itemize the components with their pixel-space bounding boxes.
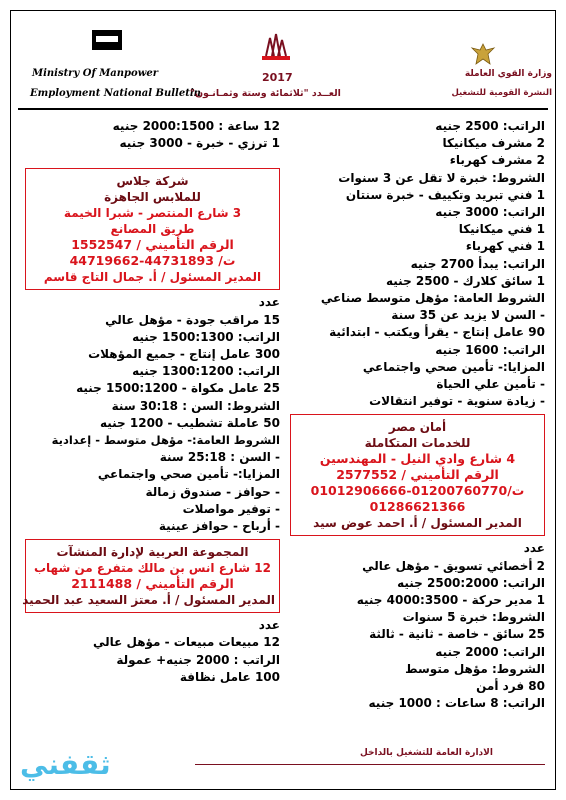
job-line: - حوافز - صندوق زمالة [145, 484, 280, 499]
footer-divider [195, 764, 545, 765]
job-line: الراتب: 2500 جنيه [435, 119, 545, 133]
job-line: الراتب: 2000 جنيه [435, 644, 545, 659]
company-box-arab-group [22, 539, 280, 613]
company-name: شركة جلاس [116, 174, 189, 189]
job-line: 12 ساعة : 2000:1500 جنيه [112, 119, 280, 133]
company-road: طريق المصانع [110, 222, 195, 237]
job-line: - السن لا يزيد عن 35 سنة [391, 308, 545, 323]
ministry-name-ar: وزارة القوي العاملة [464, 69, 552, 79]
job-line: الراتب: 1600 جنيه [435, 342, 545, 357]
job-line: 2 مشرف ميكانيكا [442, 136, 545, 151]
job-line: 90 عامل إنتاج - يقرأ ويكتب - ابتدائية [329, 325, 545, 340]
company-address: 3 شارع المنتصر - شبرا الخيمة [63, 206, 242, 221]
job-line: 1 فني ميكانيكا [458, 222, 545, 237]
job-line: الراتب: 2500:2000 جنيه [397, 575, 545, 590]
company-phones: ت/01200760770-01012906666 [310, 483, 525, 499]
job-line: الراتب : 2000 جنيه+ عمولة [116, 652, 280, 667]
company-subtitle: للخدمات المتكاملة [364, 436, 471, 451]
company-phone-2: 01286621366 [369, 499, 466, 515]
job-line: 1 سائق كلارك - 2500 جنيه [386, 273, 545, 288]
company-insurance-number: الرقم التأميني / 2111488 [71, 576, 234, 592]
left-column [22, 118, 280, 686]
company-manager: المدير المسئول / أ. جمال التاج قاسم [43, 270, 262, 285]
job-line: - توفير مواصلات [182, 501, 280, 516]
job-line: الراتب: 3000 جنيه [435, 205, 545, 220]
job-line: الشروط: السن : 30:18 سنة [111, 398, 280, 413]
job-line: 1 ترزي - خبرة - 3000 جنيه [119, 136, 280, 151]
company-name: المجموعة العربية لإدارة المنشآت [56, 545, 249, 560]
company-address: 4 شارع وادي النيل - المهندسين [319, 451, 516, 467]
company-address: 12 شارع انس بن مالك متفرع من شهاب [33, 561, 271, 576]
job-line: الراتب: 1300:1200 جنيه [132, 364, 280, 379]
job-line: الراتب: 1500:1300 جنيه [132, 329, 280, 344]
job-line: - تأمين علي الحياة [436, 377, 545, 392]
issue-number: العــدد "ثلاثمائة وستة وثمـانـون" [190, 88, 341, 99]
header-divider [18, 108, 548, 110]
job-line: - زيادة سنوية - توفير انتقالات [369, 394, 545, 409]
company-manager: المدير المسئول / أ. معتز السعيد عبد الحميد [22, 593, 275, 608]
job-line: الراتب: 8 ساعات : 1000 جنيه [368, 696, 545, 711]
job-line: الشروط: مؤهل متوسط [405, 661, 545, 676]
company-subtitle: للملابس الجاهزة [104, 190, 201, 205]
job-line: 1 مدير حركة - 4000:3500 جنيه [356, 593, 545, 608]
job-line: 300 عامل إنتاج - جميع المؤهلات [88, 347, 280, 362]
job-line: الراتب: يبدأ 2700 جنيه [410, 256, 545, 271]
company-insurance-number: الرقم التأميني / 1552547 [71, 237, 234, 253]
job-line: 2 أخصائي تسويق - مؤهل عالي [362, 558, 545, 573]
job-line: الشروط العامة:- مؤهل متوسط - إعدادية [51, 433, 280, 448]
job-line: 100 عامل نظافة [179, 669, 280, 684]
company-insurance-number: الرقم التأميني / 2577552 [336, 467, 499, 483]
company-manager: المدير المسئول / أ. احمد عوض سيد [313, 516, 522, 531]
job-line: عدد [258, 618, 280, 633]
job-line: 50 عاملة تشطيب - 1200 جنيه [99, 415, 280, 430]
company-phones: ت/ 44731893-44719662 [69, 253, 236, 269]
issue-year: 2017 [262, 71, 293, 84]
company-name: أمان مصر [388, 420, 447, 435]
job-line: 2 مشرف كهرباء [449, 153, 545, 168]
job-line: 15 مراقب جودة - مؤهل عالي [105, 312, 280, 327]
job-line: 1 فني تبريد وتكييف - خبرة سنتان [345, 187, 545, 202]
job-line: عدد [523, 541, 545, 556]
job-line: المزايا:- تأمين صحي واجتماعي [97, 467, 280, 482]
company-box-aman-misr [290, 414, 545, 536]
job-line: الشروط: خبرة 5 سنوات [402, 610, 545, 625]
job-line: - أرباح - حوافز عينية [158, 519, 280, 534]
flag-logo-icon [92, 30, 122, 50]
bulletin-logo-icon [258, 30, 294, 66]
eagle-emblem-icon [470, 42, 496, 68]
job-line: 25 سائق - خاصة - ثانية - ثالثة [369, 627, 545, 642]
job-line: المزايا:- تأمين صحي واجتماعي [362, 359, 545, 374]
bulletin-name-en: Employment National Bulletin [30, 88, 201, 99]
job-line: 25 عامل مكواة - 1500:1200 جنيه [76, 381, 280, 396]
watermark-logo: ثقفني [20, 748, 111, 781]
ministry-name-en: Ministry Of Manpower [32, 68, 158, 79]
job-line: 1 فني كهرباء [465, 239, 545, 254]
company-box-glass [25, 168, 280, 290]
job-line: الشروط العامة: مؤهل متوسط صناعي [320, 291, 545, 306]
bulletin-name-ar: النشرة القومية للتشغيل [451, 88, 552, 98]
job-line: الشروط: خبرة لا تقل عن 3 سنوات [338, 170, 545, 185]
job-line: عدد [258, 295, 280, 310]
job-line: 80 فرد أمن [476, 679, 545, 694]
footer-department: الادارة العامة للتشغيل بالداخل [360, 748, 493, 758]
job-line: 12 مبيعات مبيعات - مؤهل عالي [92, 635, 280, 650]
job-line: - السن : 25:18 سنة [159, 450, 280, 465]
right-column [290, 118, 545, 712]
